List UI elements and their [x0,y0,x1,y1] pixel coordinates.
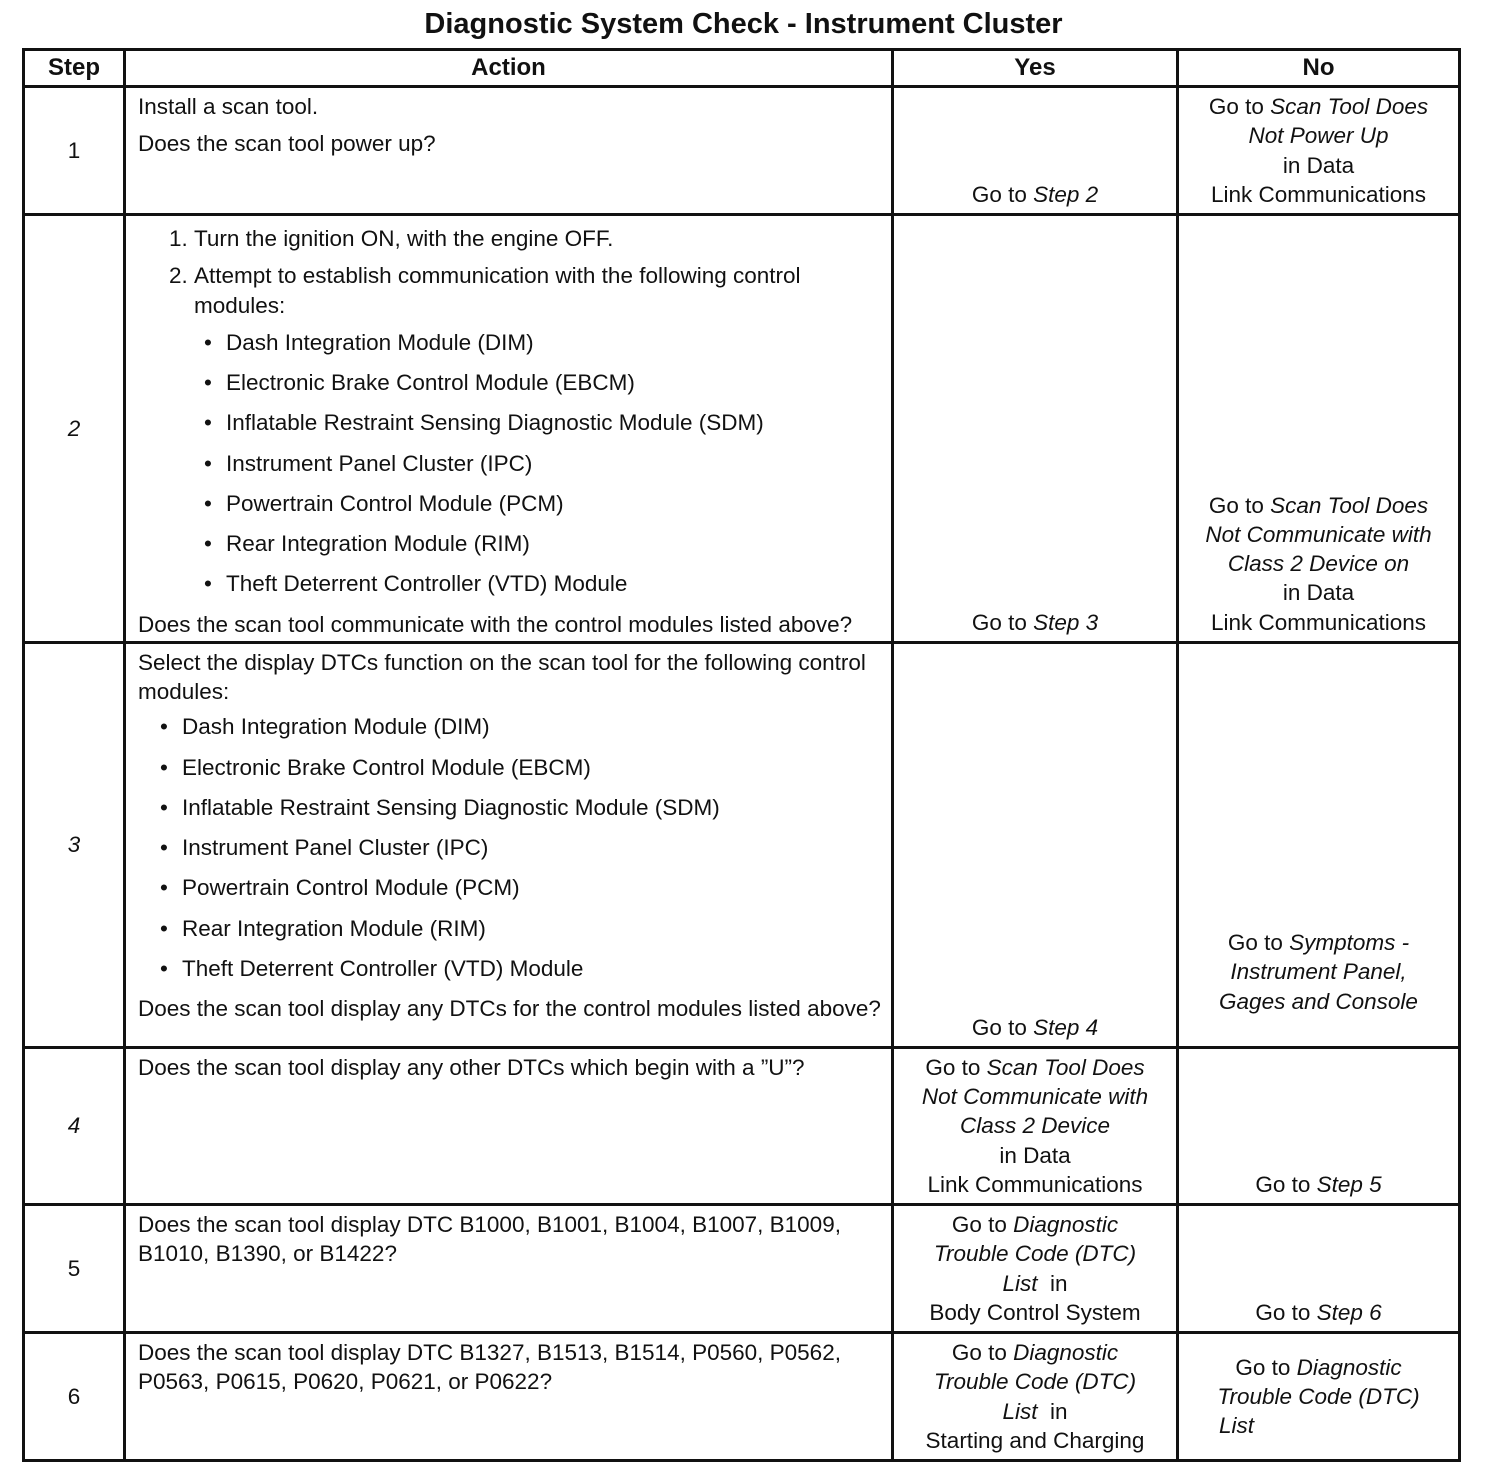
yes-line: List in [1002,1270,1068,1296]
no-cell [1178,1205,1460,1333]
table-row [24,87,1460,215]
yes-link[interactable]: Class 2 Device [959,1113,1111,1139]
action-question: Does the scan tool display DTC B1327, B1513, B1514, P0560, P0562, P0563, P0615, P0620, P0621, or P0622? [138,1340,841,1395]
yes-cell [893,642,1178,1047]
no-line: in Data [1282,580,1355,606]
no-link[interactable]: Symptoms - [1289,930,1410,955]
list-item: • Dash Integration Module (DIM) [204,328,883,357]
no-line: Go to Scan Tool Does [1208,94,1429,119]
no-line: Link Communications [1210,609,1427,635]
step-number: 4 [24,1047,125,1204]
no-link[interactable]: Not Communicate with [1205,521,1432,547]
yes-link[interactable]: Not Communicate with [921,1084,1149,1109]
no-prefix: Go to [1255,1299,1317,1325]
no-link[interactable]: Not Power Up [1248,123,1389,149]
step-number: 3 [24,642,125,1047]
step-number: 1 [24,87,125,215]
document-title: Diagnostic System Check - Instrument Cluster [424,8,1063,40]
yes-link[interactable]: List [1002,1398,1038,1424]
no-link[interactable]: Instrument Panel, [1230,959,1407,985]
list-item: • Electronic Brake Control Module (EBCM) [204,368,883,397]
yes-cell [893,1047,1178,1204]
table-row [24,642,1460,1047]
list-item: • Instrument Panel Cluster (IPC) [204,449,883,478]
header-row [24,50,1460,87]
action-cell [125,1047,893,1204]
yes-link[interactable]: Trouble Code (DTC) [933,1369,1137,1395]
yes-cell [893,1205,1178,1333]
action-text: Select the display DTCs function on the scan tool for the following control modules: [138,649,866,704]
no-link[interactable]: Step 5 [1316,1171,1382,1197]
list-item: • Instrument Panel Cluster (IPC) [160,833,883,862]
list-item: • Theft Deterrent Controller (VTD) Module [160,954,883,983]
action-question: Does the scan tool display any other DTCs which begin with a ”U”? [138,1054,805,1080]
no-link[interactable]: Class 2 Device on [1227,551,1410,576]
yes-prefix: Go to [971,1014,1034,1040]
no-line: Link Communications [1210,181,1427,207]
step-number: 6 [24,1333,125,1461]
no-link[interactable]: Scan Tool Does [1270,94,1429,119]
yes-line: Starting and Charging [925,1427,1145,1453]
step-number: 5 [24,1205,125,1333]
no-link[interactable]: List [1219,1413,1255,1439]
yes-link[interactable]: Step 3 [1033,609,1099,635]
list-item: • Rear Integration Module (RIM) [160,914,883,943]
yes-line: Body Control System [929,1299,1141,1325]
yes-link[interactable]: Trouble Code (DTC) [933,1241,1137,1267]
header-action: Action [125,50,893,87]
yes-line: List in [1002,1398,1068,1424]
yes-prefix: Go to [971,181,1034,207]
no-line: Go to Diagnostic [1235,1354,1402,1380]
module-list [138,712,883,983]
no-cell [1178,642,1460,1047]
action-cell [125,1333,893,1461]
yes-line: Go to Diagnostic [951,1212,1119,1237]
yes-cell [893,215,1178,643]
no-link[interactable]: Trouble Code (DTC) [1217,1383,1420,1409]
no-link[interactable]: Diagnostic [1296,1354,1402,1380]
yes-line: in Data [999,1142,1071,1168]
header-no: No [1178,50,1460,87]
action-question: Does the scan tool power up? [138,131,436,157]
list-item: • Theft Deterrent Controller (VTD) Module [204,569,883,598]
no-cell [1178,1047,1460,1204]
yes-link[interactable]: Diagnostic [1013,1340,1119,1365]
list-item: 2. Attempt to establish communication with the following control modules: [194,261,883,320]
no-line: in Data [1282,152,1355,178]
yes-link[interactable]: Scan Tool Does [986,1054,1145,1080]
yes-link[interactable]: List [1002,1270,1038,1296]
yes-link[interactable]: Step 4 [1033,1014,1099,1040]
action-text: Install a scan tool. [138,94,319,119]
yes-line: Go to Scan Tool Does [925,1054,1145,1080]
yes-link[interactable]: Step 2 [1033,181,1099,207]
numbered-list [138,224,883,320]
action-cell [125,215,893,643]
yes-cell [893,87,1178,215]
list-item: • Powertrain Control Module (PCM) [160,873,883,902]
action-cell [125,1205,893,1333]
no-cell [1178,215,1460,643]
list-item: • Electronic Brake Control Module (EBCM) [160,753,883,782]
module-list [138,328,883,599]
no-cell [1178,87,1460,215]
no-line: Go to Symptoms - [1227,930,1410,955]
action-cell [125,642,893,1047]
header-step: Step [24,50,125,87]
no-link[interactable]: Step 6 [1316,1299,1382,1325]
list-item: • Rear Integration Module (RIM) [204,529,883,558]
list-item: • Inflatable Restraint Sensing Diagnostic Module (SDM) [204,408,883,437]
no-cell [1178,1333,1460,1461]
no-line: Go to Scan Tool Does [1208,492,1429,518]
table-row [24,1205,1460,1333]
yes-link[interactable]: Diagnostic [1013,1212,1119,1237]
no-link[interactable]: Gages and Console [1219,988,1418,1014]
yes-line: Go to Diagnostic [951,1340,1119,1365]
no-prefix: Go to [1255,1171,1317,1197]
action-question: Does the scan tool display any DTCs for the control modules listed above? [138,996,881,1021]
list-item: • Dash Integration Module (DIM) [160,712,883,741]
list-item: • Inflatable Restraint Sensing Diagnostic Module (SDM) [160,793,883,822]
action-question: Does the scan tool communicate with the control modules listed above? [138,611,853,637]
no-link[interactable]: Scan Tool Does [1270,492,1429,518]
diagnostic-table [22,48,1461,1462]
yes-cell [893,1333,1178,1461]
table-row [24,215,1460,643]
action-question: Does the scan tool display DTC B1000, B1001, B1004, B1007, B1009, B1010, B1390, or B1422? [138,1212,841,1267]
action-cell [125,87,893,215]
table-row [24,1047,1460,1204]
list-item: • Powertrain Control Module (PCM) [204,489,883,518]
step-number: 2 [24,215,125,643]
yes-prefix: Go to [971,609,1034,635]
yes-line: Link Communications [927,1171,1143,1197]
header-yes: Yes [893,50,1178,87]
table-row [24,1333,1460,1461]
list-item: 1. Turn the ignition ON, with the engine OFF. [194,224,883,253]
